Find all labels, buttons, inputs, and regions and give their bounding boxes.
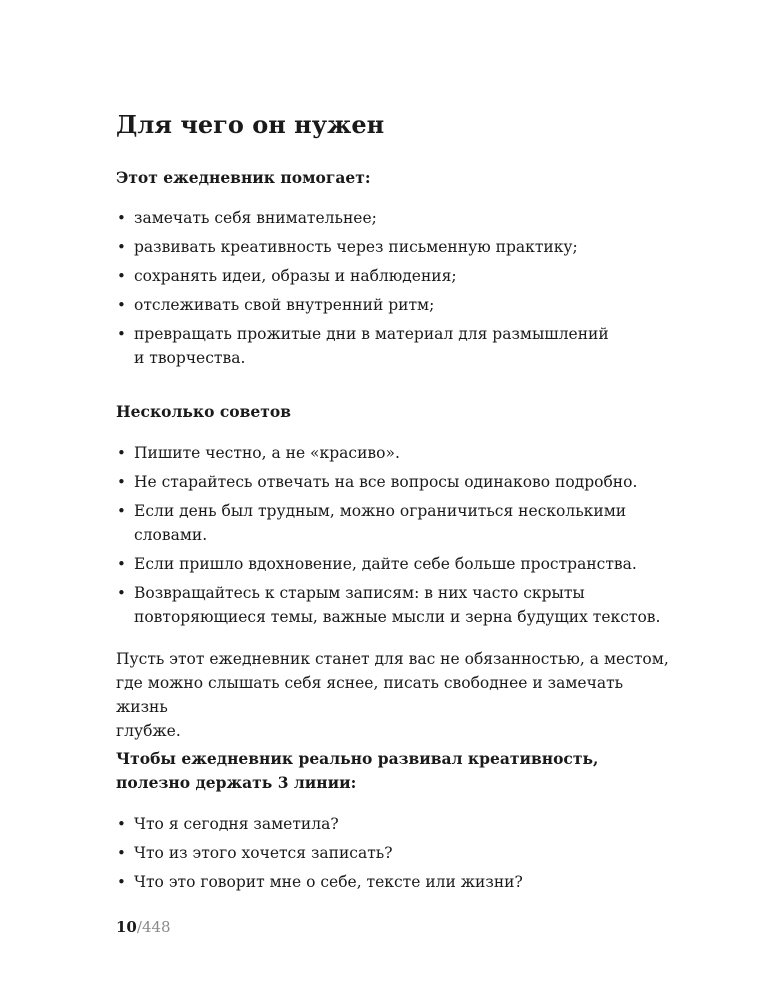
bullet-icon: •: [117, 873, 126, 891]
section-heading-tips: Несколько советов: [116, 402, 291, 421]
list-item-continuation: и творчества.: [134, 349, 246, 367]
list-item: • Что из этого хочется записать?: [116, 841, 523, 865]
total-pages: 448: [141, 918, 171, 936]
list-item: • Пишите честно, а не «красиво».: [116, 441, 660, 465]
page-separator: /: [136, 918, 142, 936]
list-item: • отслеживать свой внутренний ритм;: [116, 293, 609, 317]
list-item: • сохранять идеи, образы и наблюдения;: [116, 264, 609, 288]
current-page-number: 10: [116, 918, 137, 936]
bullet-icon: •: [117, 209, 126, 227]
helps-list: [116, 206, 609, 375]
list-item-continuation: повторяющиеся темы, важные мысли и зерна будущих текстов.: [134, 608, 661, 626]
list-item: • Не старайтесь отвечать на все вопросы одинаково подробно.: [116, 470, 660, 494]
bullet-icon: •: [117, 584, 126, 602]
list-item: • Что это говорит мне о себе, тексте или жизни?: [116, 870, 523, 894]
bullet-icon: •: [117, 238, 126, 256]
list-item: • Если пришло вдохновение, дайте себе больше пространства.: [116, 552, 660, 576]
bullet-icon: •: [117, 502, 126, 520]
bullet-icon: •: [117, 325, 126, 343]
section-heading-helps: Этот ежедневник помогает:: [116, 168, 371, 187]
bullet-icon: •: [117, 267, 126, 285]
closing-paragraph: Пусть этот ежедневник станет для вас не обязанностью, а местом, где можно слышать себя яснее, писать свободнее и замечать жизнь глубже.: [116, 650, 669, 740]
page-title: Для чего он нужен: [116, 110, 385, 139]
list-item: • замечать себя внимательнее;: [116, 206, 609, 230]
list-item: • Если день был трудным, можно ограничиться несколькими: [116, 499, 660, 523]
section-heading-three-lines: Чтобы ежедневник реально развивал креативность, полезно держать 3 линии:: [116, 749, 599, 792]
tips-list: [116, 441, 660, 634]
list-item: • Возвращайтесь к старым записям: в них часто скрыты: [116, 581, 660, 605]
page-number: [116, 916, 171, 938]
list-item-continuation: словами.: [134, 526, 208, 544]
list-item: • превращать прожитые дни в материал для размышлений: [116, 322, 609, 346]
bullet-icon: •: [117, 815, 126, 833]
bullet-icon: •: [117, 473, 126, 491]
list-item: • Что я сегодня заметила?: [116, 812, 523, 836]
bullet-icon: •: [117, 844, 126, 862]
three-lines-list: [116, 812, 523, 899]
bullet-icon: •: [117, 555, 126, 573]
list-item: • развивать креативность через письменную практику;: [116, 235, 609, 259]
bullet-icon: •: [117, 296, 126, 314]
bullet-icon: •: [117, 444, 126, 462]
